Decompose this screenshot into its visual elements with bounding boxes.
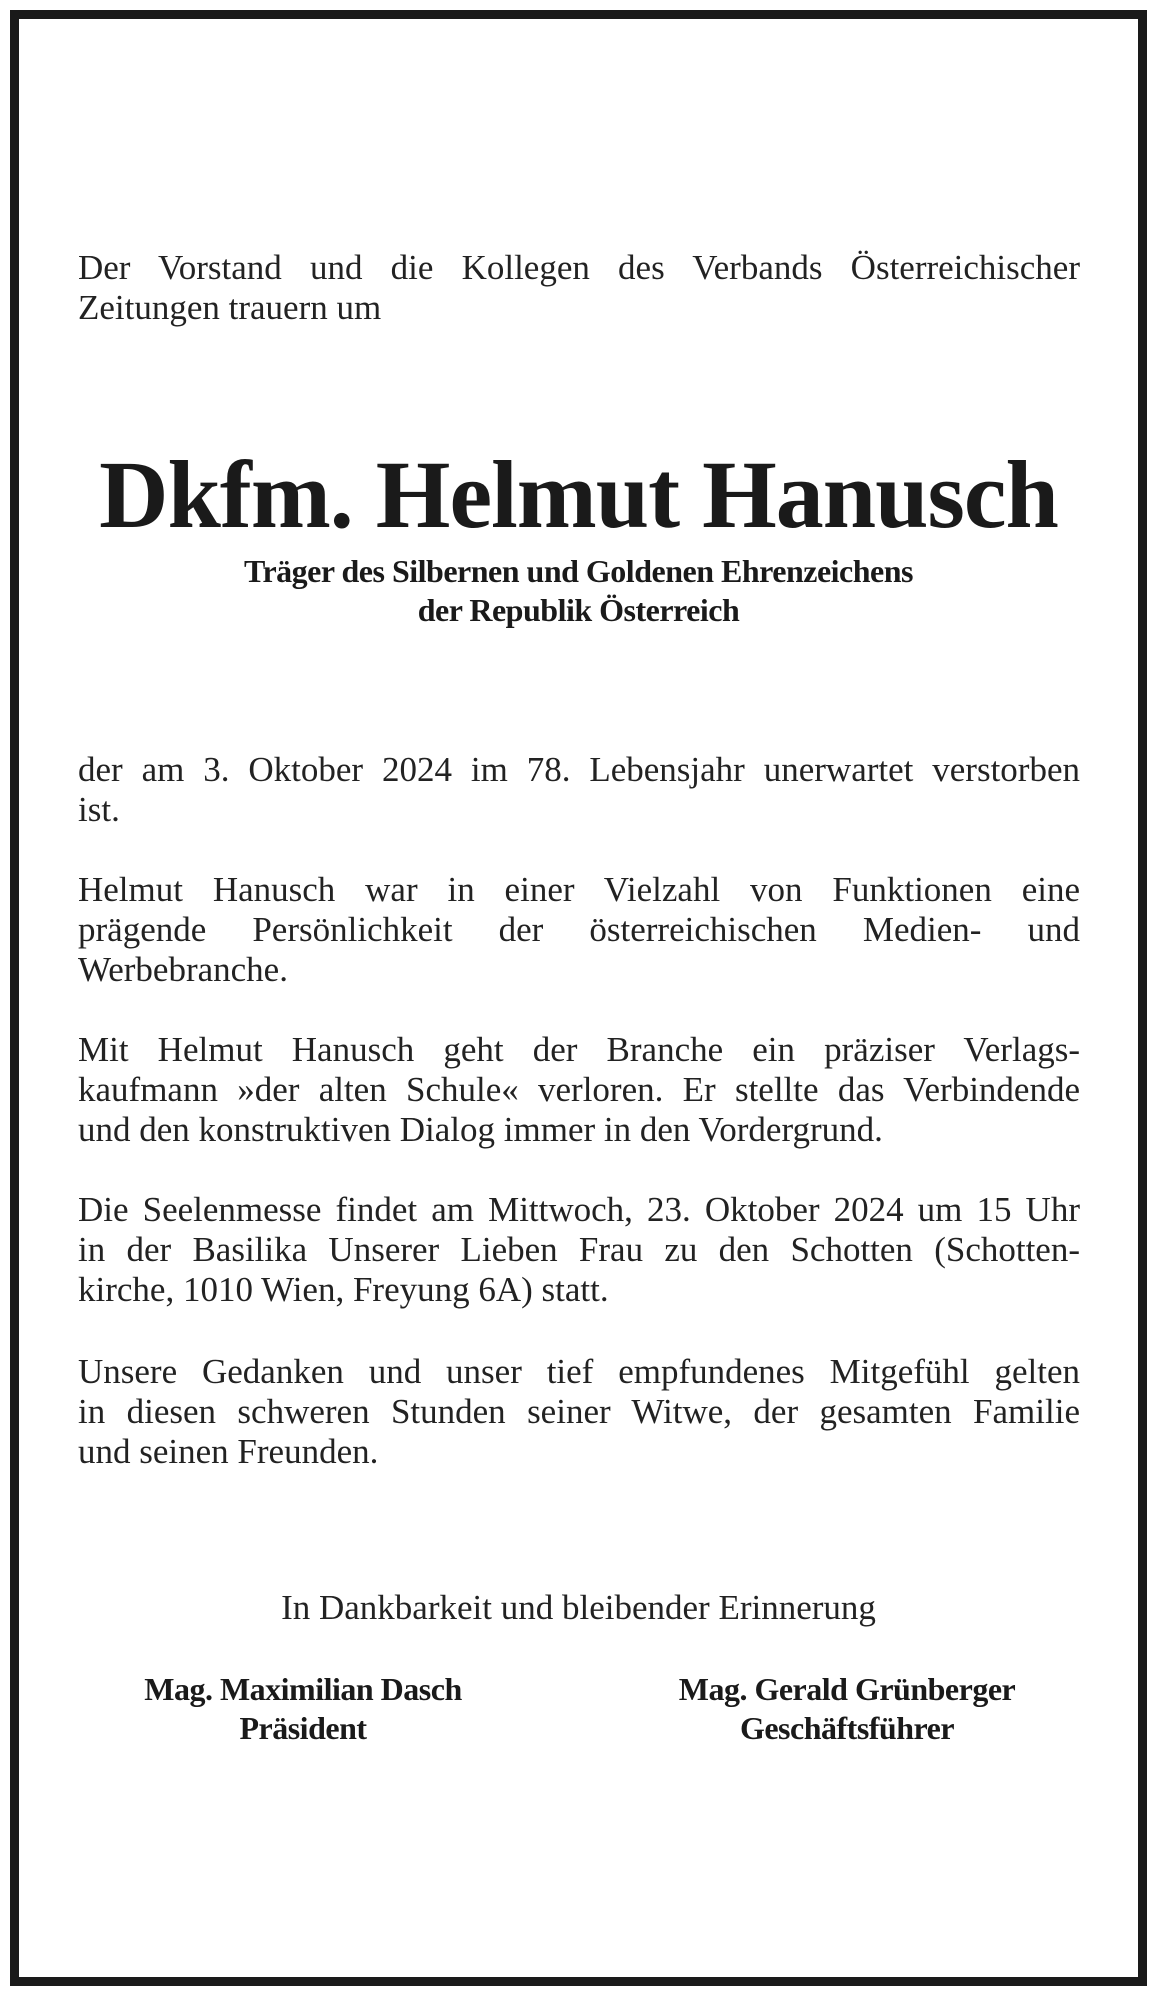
honor-text (0, 552, 1157, 630)
signature-president (83, 1670, 523, 1748)
paragraph-line: prägende Persönlichkeit der österreichischen Medien- und (78, 910, 1080, 949)
paragraph-merchant (78, 1030, 1080, 1150)
paragraph-line: Die Seelenmesse findet am Mittwoch, 23. Oktober 2024 um 15 Uhr (78, 1190, 1080, 1229)
paragraph-personality (78, 870, 1080, 990)
paragraph-line: Werbebranche. (78, 950, 288, 989)
signatory-title: Geschäftsführer (739, 1710, 955, 1746)
deceased-name: Dkfm. Helmut Hanusch (99, 441, 1058, 548)
intro-line-1: Der Vorstand und die Kollegen des Verbands Österreichischer (78, 248, 1080, 287)
paragraph-line: und seinen Freunden. (78, 1432, 379, 1471)
paragraph-condolences (78, 1352, 1080, 1472)
paragraph-requiem (78, 1190, 1080, 1310)
paragraph-line: ist. (78, 790, 120, 829)
paragraph-line: kirche, 1010 Wien, Freyung 6A) statt. (78, 1270, 609, 1309)
paragraph-line: Mit Helmut Hanusch geht der Branche ein präziser Verlags- (78, 1030, 1080, 1069)
intro-line-2: Zeitungen trauern um (78, 288, 382, 327)
honor-line-2: der Republik Österreich (417, 592, 740, 628)
signatory-name: Mag. Maximilian Dasch (144, 1671, 462, 1707)
paragraph-line: der am 3. Oktober 2024 im 78. Lebensjahr unerwartet verstorben (78, 750, 1080, 789)
paragraph-line: kaufmann »der alten Schule« verloren. Er stellte das Verbindende (78, 1070, 1080, 1109)
honor-line-1: Träger des Silbernen und Goldenen Ehrenzeichens (243, 553, 913, 589)
intro-text (78, 248, 1080, 328)
paragraph-line: Unsere Gedanken und unser tief empfundenes Mitgefühl gelten (78, 1352, 1080, 1391)
paragraph-line: Helmut Hanusch war in einer Vielzahl von Funktionen eine (78, 870, 1080, 909)
signature-managing-director (627, 1670, 1067, 1748)
paragraph-line: in diesen schweren Stunden seiner Witwe, der gesamten Familie (78, 1392, 1080, 1431)
paragraph-death-date (78, 750, 1080, 830)
signatory-name: Mag. Gerald Grünberger (678, 1671, 1016, 1707)
signatory-title: Präsident (239, 1710, 367, 1746)
closing-text: In Dankbarkeit und bleibender Erinnerung (281, 1588, 876, 1627)
paragraph-line: und den konstruktiven Dialog immer in den Vordergrund. (78, 1110, 883, 1149)
paragraph-line: in der Basilika Unserer Lieben Frau zu den Schotten (Schotten- (78, 1230, 1080, 1269)
